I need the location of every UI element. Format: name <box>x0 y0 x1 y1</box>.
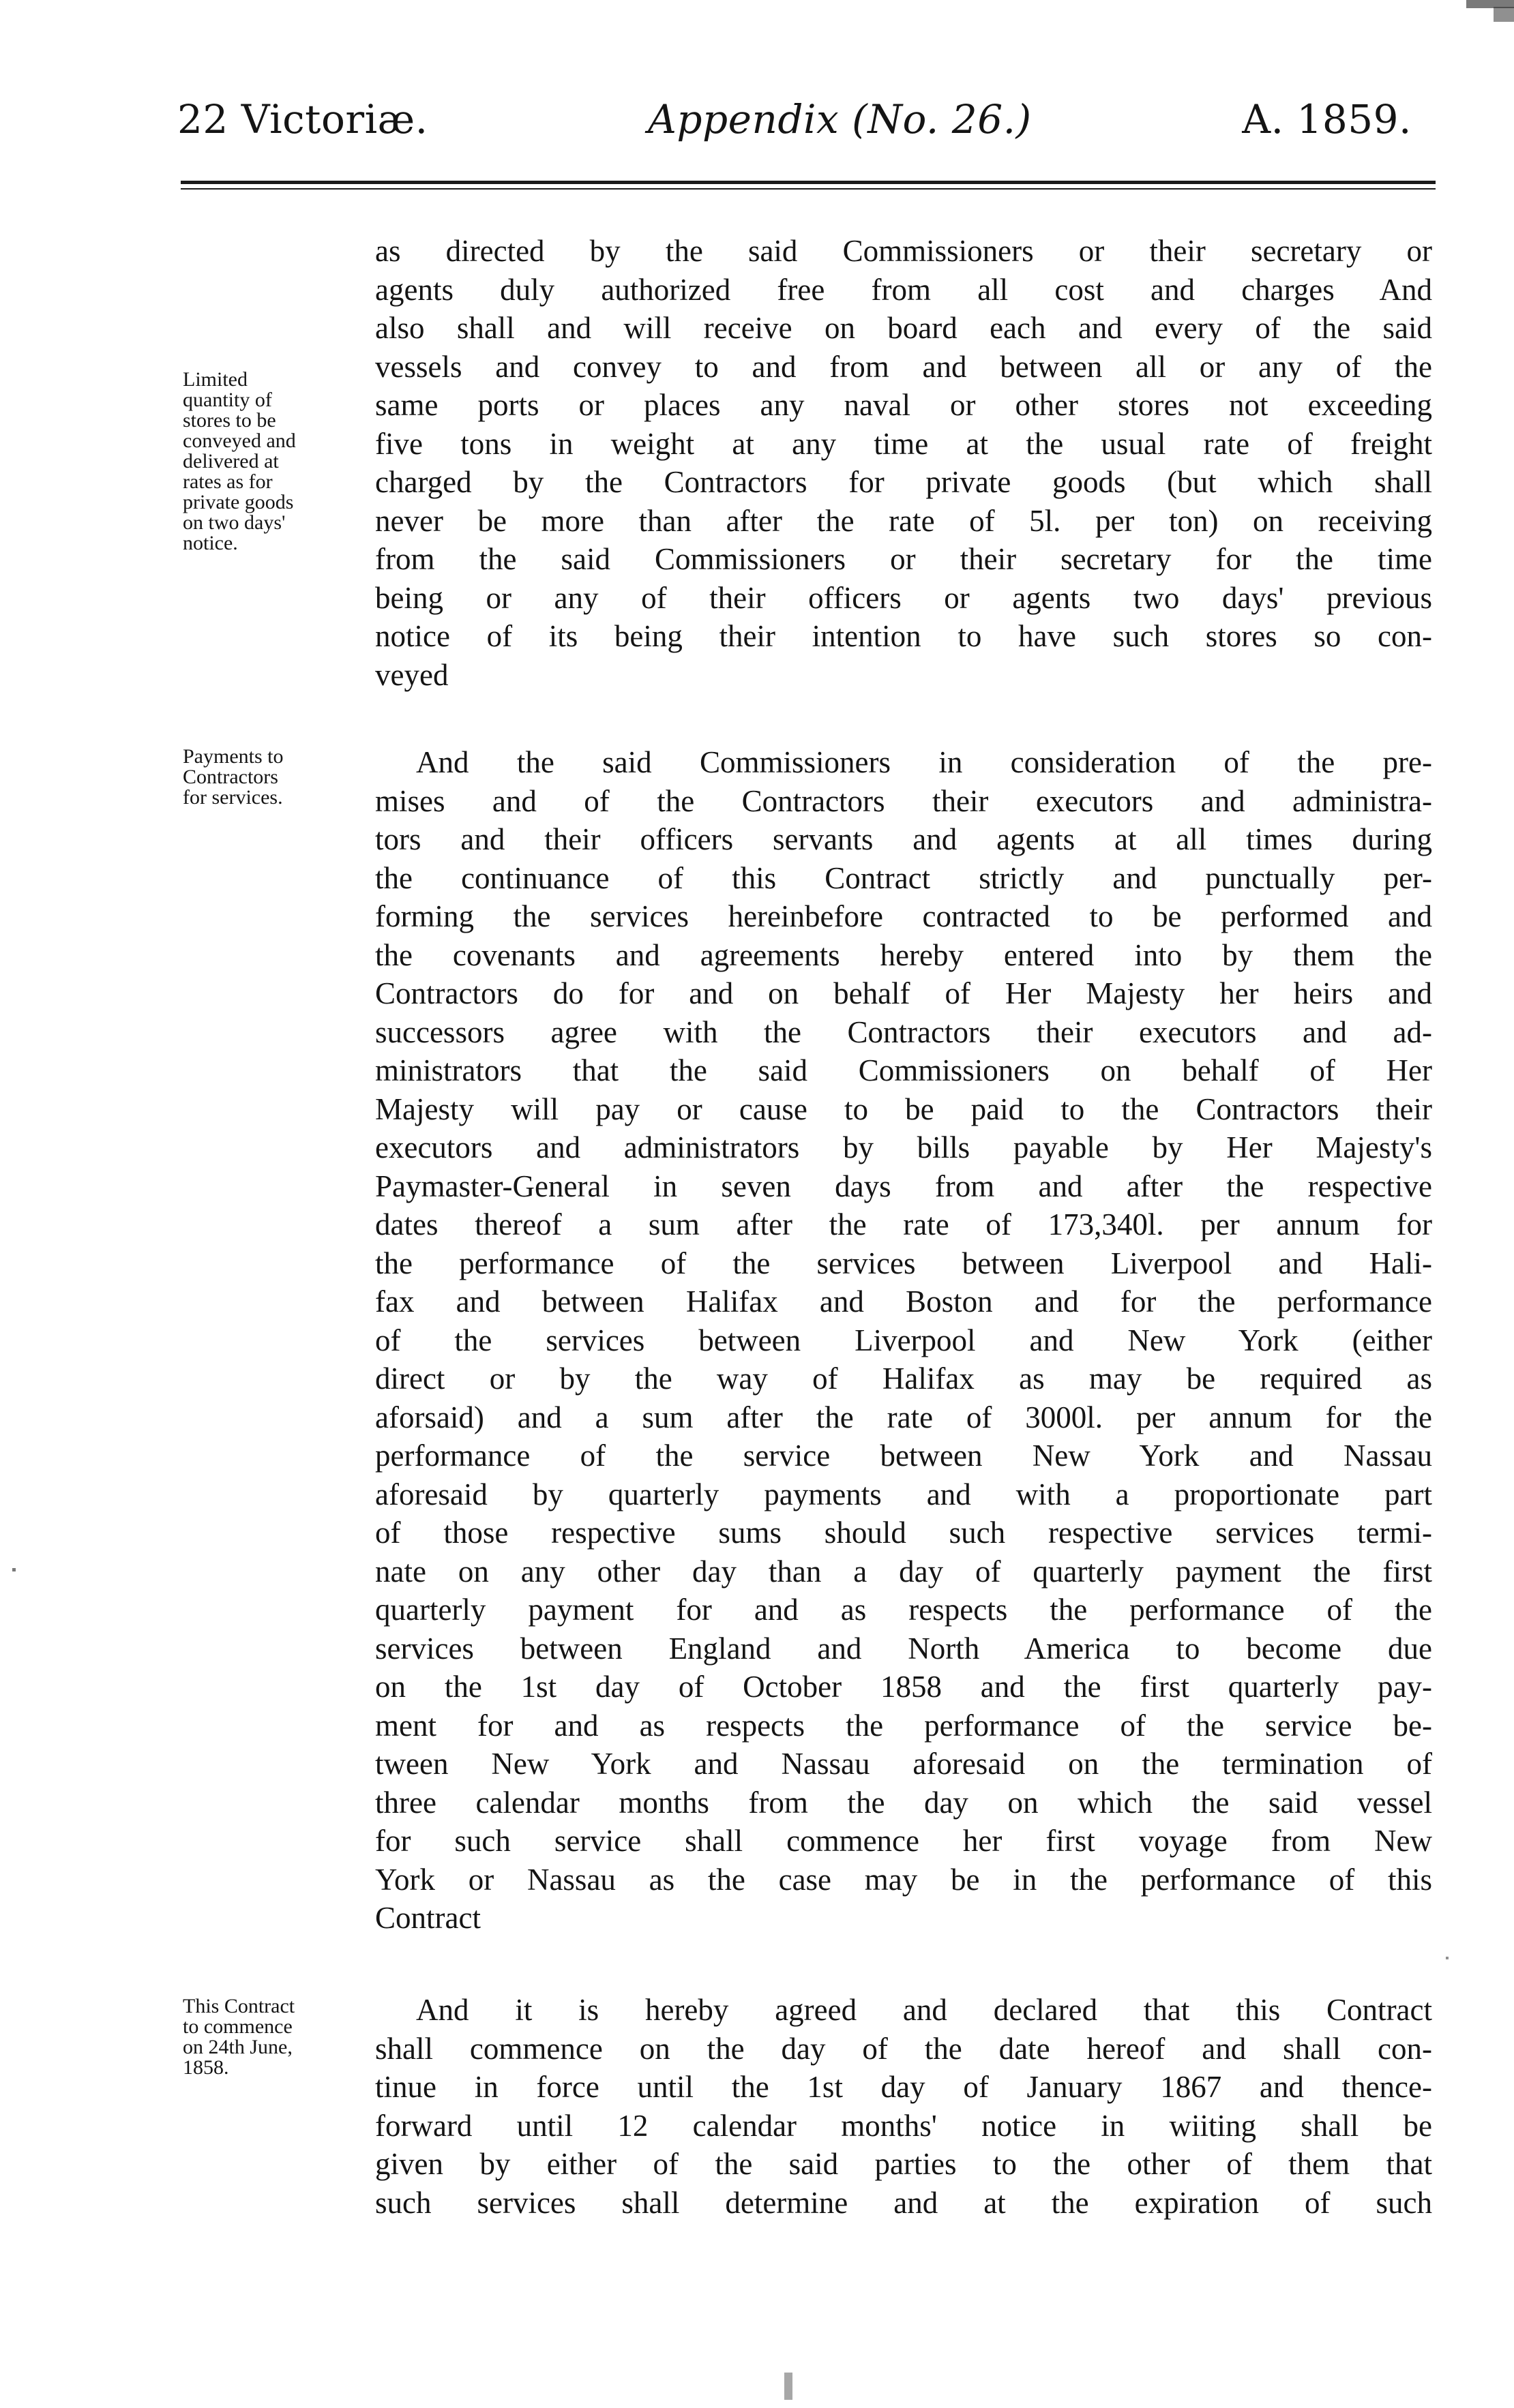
text-line: of the services between Liverpool and New York (either <box>375 1323 1432 1357</box>
text-line: quarterly payment for and as respects the performance of the <box>375 1593 1432 1627</box>
margin-note-line: to commence <box>183 2015 293 2038</box>
margin-note-line: on 24th June, <box>183 2036 293 2058</box>
text-line: tinue in force until the 1st day of January 1867 and thence- <box>375 2070 1432 2104</box>
text-line: And the said Commissioners in consideration of the pre- <box>416 745 1432 779</box>
text-line: ministrators that the said Commissioners on behalf of Her <box>375 1053 1432 1087</box>
text-line: tween New York and Nassau aforesaid on the termination of <box>375 1747 1432 1781</box>
margin-note-stores <box>183 370 367 554</box>
text-line: tors and their officers servants and agents at all times during <box>375 822 1432 856</box>
margin-note-line: conveyed and <box>183 430 296 452</box>
text-line: notice of its being their intention to have such stores so con- <box>375 619 1432 653</box>
text-line: Majesty will pay or cause to be paid to the Contractors their <box>375 1092 1432 1126</box>
margin-note-commencement <box>183 1996 367 2078</box>
text-line: dates thereof a sum after the rate of 173,340l. per annum for <box>375 1207 1432 1241</box>
text-line: from the said Commissioners or their secretary for the time <box>375 542 1432 576</box>
text-line: York or Nassau as the case may be in the performance of this <box>375 1862 1432 1897</box>
margin-note-line: Payments to <box>183 745 284 768</box>
text-line: executors and administrators by bills payable by Her Majesty's <box>375 1130 1432 1164</box>
margin-note-line: rates as for <box>183 470 273 493</box>
text-line: Paymaster-General in seven days from and after the respective <box>375 1169 1432 1203</box>
text-line: on the 1st day of October 1858 and the first quarterly pay- <box>375 1670 1432 1704</box>
margin-note-line: private goods <box>183 491 294 513</box>
text-line: services between England and North America to become due <box>375 1631 1432 1666</box>
margin-note-line: notice. <box>183 532 238 554</box>
text-line: the continuance of this Contract strictly and punctually per- <box>375 860 1432 895</box>
text-line: same ports or places any naval or other stores not exceeding <box>375 388 1432 422</box>
paragraph-commencement <box>375 1991 1432 2222</box>
margin-note-line: Limited <box>183 368 248 391</box>
text-line: being or any of their officers or agents two days' previous <box>375 580 1432 615</box>
text-line: agents duly authorized free from all cost and charges And <box>375 272 1432 307</box>
text-line: for such service shall commence her first voyage from New <box>375 1824 1432 1858</box>
text-line: given by either of the said parties to the other of them that <box>375 2147 1432 2181</box>
margin-note-line: stores to be <box>183 409 276 432</box>
text-line: direct or by the way of Halifax as may be required as <box>375 1361 1432 1396</box>
margin-note-line: Contractors <box>183 766 278 788</box>
text-line: forward until 12 calendar months' notice in wiiting shall be <box>375 2108 1432 2143</box>
text-line: as directed by the said Commissioners or their secretary or <box>375 234 1432 268</box>
text-line: nate on any other day than a day of quarterly payment the first <box>375 1554 1432 1589</box>
margin-note-line: for services. <box>183 786 283 809</box>
text-line: veyed <box>375 657 449 692</box>
text-line: never be more than after the rate of 5l. per ton) on receiving <box>375 503 1432 538</box>
text-line: three calendar months from the day on which the said vessel <box>375 1785 1432 1820</box>
paragraph-stores <box>375 232 1432 694</box>
text-line: aforesaid by quarterly payments and with a proportionate part <box>375 1477 1432 1511</box>
scan-dot <box>1446 1957 1449 1959</box>
text-line: Contractors do for and on behalf of Her Majesty her heirs and <box>375 976 1432 1010</box>
header-appendix-title: Appendix (No. 26.) <box>648 96 1032 142</box>
text-line: charged by the Contractors for private goods (but which shall <box>375 465 1432 499</box>
scan-blemish <box>784 2373 792 2400</box>
text-line: forming the services hereinbefore contracted to be performed and <box>375 899 1432 933</box>
margin-note-payments <box>183 747 367 808</box>
text-line: aforsaid) and a sum after the rate of 3000l. per annum for the <box>375 1400 1432 1434</box>
text-line: of those respective sums should such respective services termi- <box>375 1516 1432 1550</box>
header-session: 22 Victoriæ. <box>177 96 428 142</box>
text-line: performance of the service between New York and Nassau <box>375 1439 1432 1473</box>
text-line: the performance of the services between Liverpool and Hali- <box>375 1246 1432 1280</box>
paragraph-payments <box>375 743 1432 1938</box>
page-header <box>0 92 1514 147</box>
margin-note-line: 1858. <box>183 2056 229 2079</box>
text-line: ment for and as respects the performance of the service be- <box>375 1708 1432 1743</box>
header-year: A. 1859. <box>1242 96 1412 142</box>
margin-note-line: delivered at <box>183 450 279 472</box>
text-line: mises and of the Contractors their executors and administra- <box>375 783 1432 818</box>
text-line: successors agree with the Contractors their executors and ad- <box>375 1014 1432 1049</box>
scan-dot <box>12 1568 16 1571</box>
text-line: also shall and will receive on board each and every of the said <box>375 311 1432 345</box>
header-rule-thin <box>181 188 1436 190</box>
margin-note-line: This Contract <box>183 1995 295 2017</box>
margin-note-line: on two days' <box>183 511 286 534</box>
text-line: Contract <box>375 1901 481 1935</box>
text-line: And it is hereby agreed and declared that this Contract <box>416 1993 1432 2027</box>
text-line: such services shall determine and at the expiration of such <box>375 2185 1432 2220</box>
scan-blemish <box>1494 7 1514 22</box>
text-line: shall commence on the day of the date hereof and shall con- <box>375 2031 1432 2066</box>
text-line: the covenants and agreements hereby entered into by them the <box>375 937 1432 972</box>
header-rule-thick <box>181 181 1436 184</box>
margin-note-line: quantity of <box>183 389 272 411</box>
text-line: fax and between Halifax and Boston and for the performance <box>375 1284 1432 1319</box>
text-line: five tons in weight at any time at the usual rate of freight <box>375 426 1432 461</box>
text-line: vessels and convey to and from and between all or any of the <box>375 349 1432 384</box>
